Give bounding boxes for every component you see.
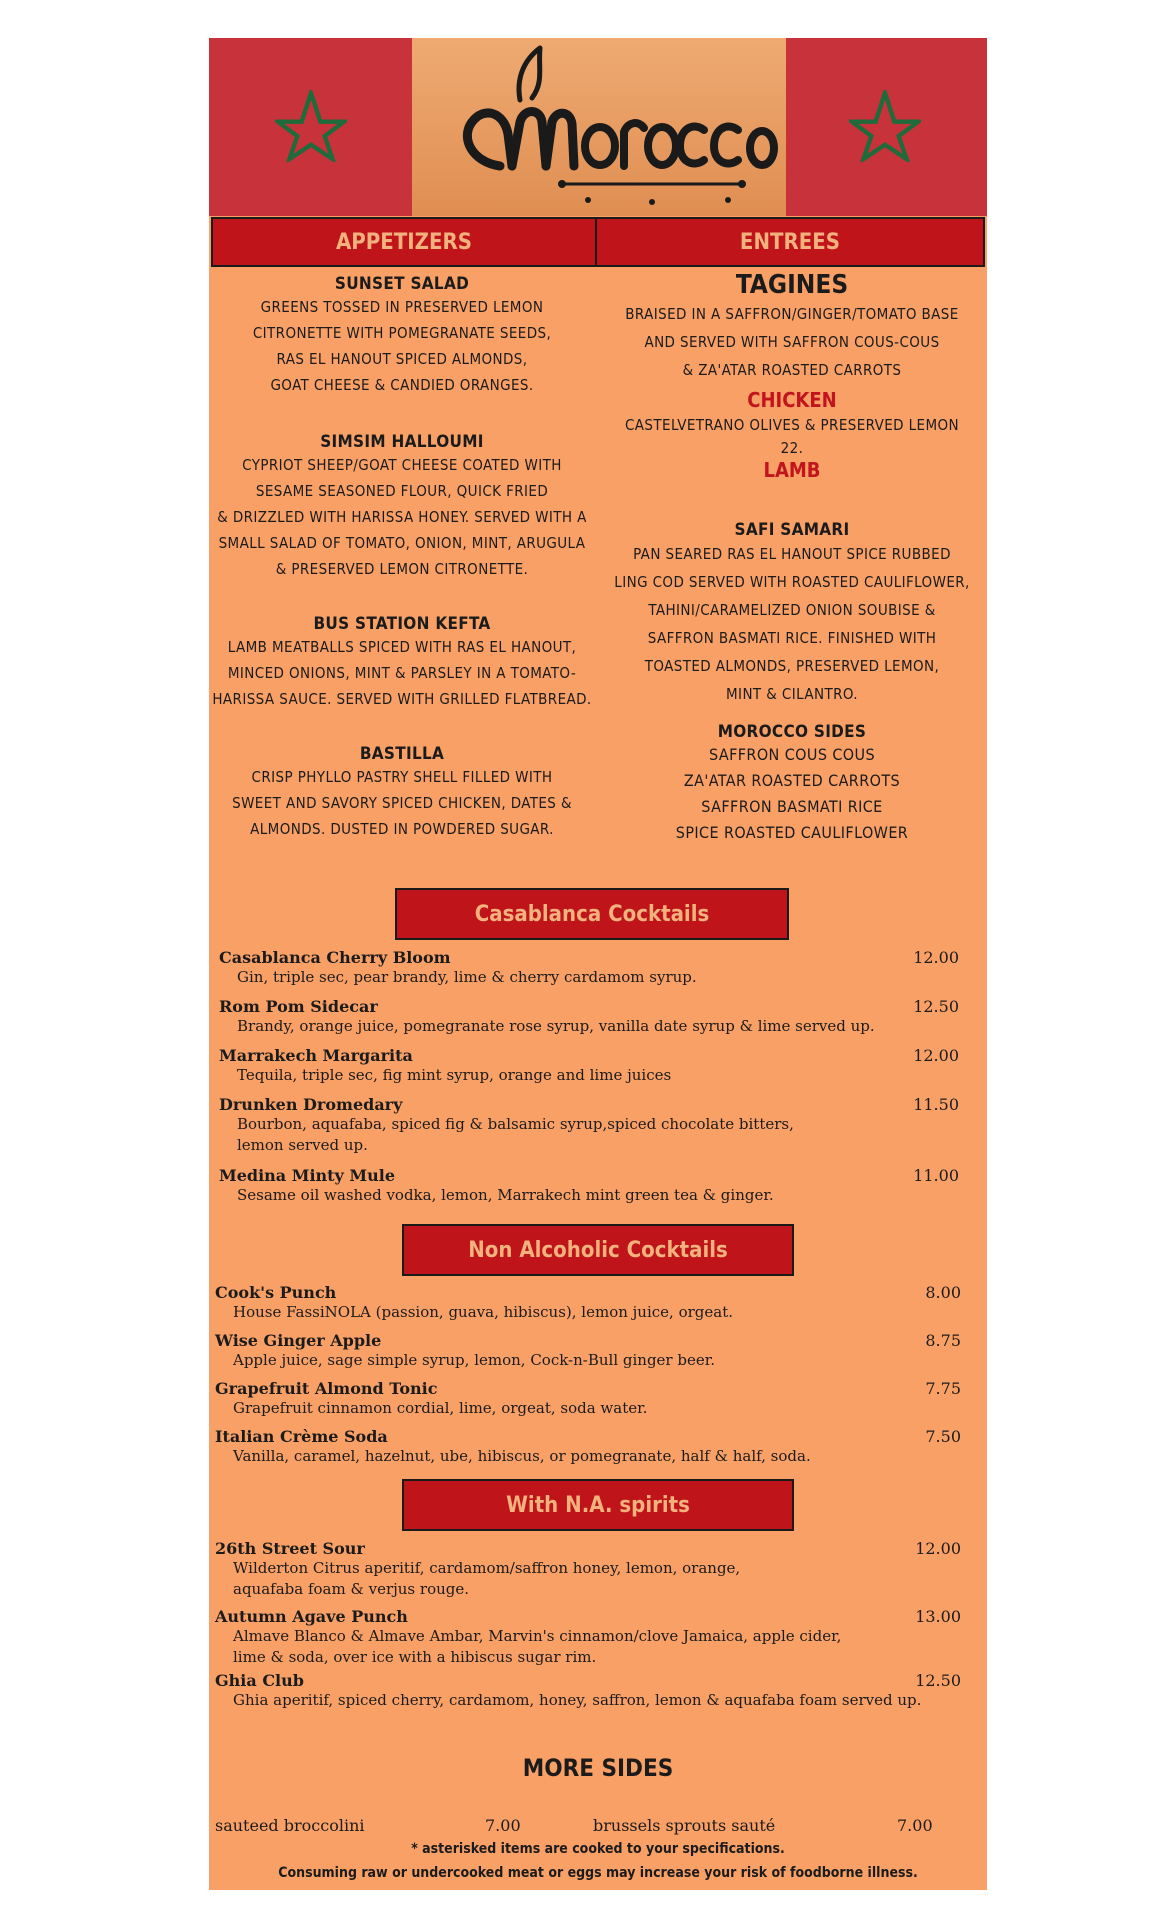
drink-price: 7.50 (925, 1427, 961, 1446)
drink-price: 8.00 (925, 1283, 961, 1302)
more-sides-heading: MORE SIDES (522, 1754, 674, 1782)
drink-desc: Grapefruit cinnamon cordial, lime, orgeat, soda water. (233, 1399, 648, 1417)
appetizer-desc-line: GOAT CHEESE & CANDIED ORANGES. (270, 376, 534, 394)
drink-price: 11.00 (913, 1166, 959, 1185)
drink-item (215, 1331, 961, 1379)
drink-desc: Brandy, orange juice, pomegranate rose syrup, vanilla date syrup & lime served up. (237, 1017, 875, 1035)
drink-price: 12.00 (913, 1046, 959, 1065)
more-side-price: 7.00 (897, 1816, 933, 1835)
appetizer-desc-line: SMALL SALAD OF TOMATO, ONION, MINT, ARUGULA (218, 534, 586, 552)
drink-item (219, 1046, 959, 1095)
header-banner (209, 38, 987, 216)
drink-price: 11.50 (913, 1095, 959, 1114)
appetizer-item (209, 614, 595, 712)
star-icon (275, 90, 347, 162)
drink-name: Italian Crème Soda (215, 1427, 388, 1446)
drink-name: Casablanca Cherry Bloom (219, 948, 451, 967)
drink-item (219, 997, 959, 1046)
drink-item (215, 1607, 961, 1671)
drink-desc: lime & soda, over ice with a hibiscus sugar rim. (233, 1648, 597, 1666)
drink-price: 12.00 (913, 948, 959, 967)
menu-page (209, 38, 987, 1890)
appetizer-desc-line: RAS EL HANOUT SPICED ALMONDS, (276, 350, 528, 368)
appetizers-column (209, 274, 595, 842)
appetizer-name: SUNSET SALAD (334, 274, 470, 294)
appetizer-desc-line: SWEET AND SAVORY SPICED CHICKEN, DATES & (232, 794, 572, 812)
logo-panel (412, 38, 786, 216)
entree-desc-line: TOASTED ALMONDS, PRESERVED LEMON, (644, 657, 940, 675)
drink-item (215, 1379, 961, 1427)
morocco-sides (597, 722, 987, 846)
drink-name: Wise Ginger Apple (215, 1331, 382, 1350)
appetizer-desc-line: GREENS TOSSED IN PRESERVED LEMON (260, 298, 544, 316)
drink-price: 12.00 (915, 1539, 961, 1558)
appetizer-item (209, 274, 595, 398)
drink-desc: Vanilla, caramel, hazelnut, ube, hibiscus, or pomegranate, half & half, soda. (233, 1447, 811, 1465)
chicken-desc: CASTELVETRANO OLIVES & PRESERVED LEMON (624, 416, 960, 434)
appetizer-name: BUS STATION KEFTA (313, 614, 491, 634)
entree-desc-line: SAFFRON BASMATI RICE. FINISHED WITH (647, 629, 937, 647)
drink-desc: Almave Blanco & Almave Ambar, Marvin's cinnamon/clove Jamaica, apple cider, (233, 1627, 842, 1645)
drink-desc: House FassiNOLA (passion, guava, hibiscus), lemon juice, orgeat. (233, 1303, 734, 1321)
drink-desc: lemon served up. (237, 1136, 368, 1154)
drink-name: Autumn Agave Punch (215, 1607, 408, 1626)
appetizer-name: SIMSIM HALLOUMI (320, 432, 484, 452)
entrees-heading: ENTREES (595, 217, 985, 267)
chicken-price: 22. (780, 439, 804, 457)
drink-name: Cook's Punch (215, 1283, 337, 1302)
drink-price: 7.75 (925, 1379, 961, 1398)
drink-name: Marrakech Margarita (219, 1046, 413, 1065)
more-side-price: 7.00 (485, 1816, 521, 1835)
drink-desc: aquafaba foam & verjus rouge. (233, 1580, 470, 1598)
entrees-column (597, 270, 987, 846)
drink-price: 8.75 (925, 1331, 961, 1350)
drink-name: Medina Minty Mule (219, 1166, 396, 1185)
appetizer-desc-line: & PRESERVED LEMON CITRONETTE. (275, 560, 529, 578)
side-item: SPICE ROASTED CAULIFLOWER (675, 823, 909, 842)
drink-price: 13.00 (915, 1607, 961, 1626)
drink-desc: Tequila, triple sec, fig mint syrup, orange and lime juices (237, 1066, 672, 1084)
appetizer-desc-line: HARISSA SAUCE. SERVED WITH GRILLED FLATBREAD. (212, 690, 592, 708)
more-side-name: sauteed broccolini (215, 1816, 365, 1835)
morocco-sides-title: MOROCCO SIDES (717, 722, 867, 742)
drink-desc: Bourbon, aquafaba, spiced fig & balsamic syrup,spiced chocolate bitters, (237, 1115, 794, 1133)
entree-desc-line: PAN SEARED RAS EL HANOUT SPICE RUBBED (633, 545, 951, 563)
entree-desc-line: LING COD SERVED WITH ROASTED CAULIFLOWER, (614, 573, 970, 591)
side-item: ZA'ATAR ROASTED CARROTS (683, 771, 901, 790)
non-alcoholic-heading: Non Alcoholic Cocktails (402, 1224, 794, 1276)
appetizer-name: BASTILLA (359, 744, 445, 764)
tagines-desc-line: & ZA'ATAR ROASTED CARROTS (682, 361, 902, 379)
na-spirits-heading: With N.A. spirits (402, 1479, 794, 1531)
drink-desc: Gin, triple sec, pear brandy, lime & cherry cardamom syrup. (237, 968, 697, 986)
drink-item (215, 1539, 961, 1607)
appetizer-desc-line: ALMONDS. DUSTED IN POWDERED SUGAR. (250, 820, 554, 838)
footer-note-2: Consuming raw or undercooked meat or eggs may increase your risk of foodborne illness. (278, 1865, 918, 1881)
side-item: SAFFRON COUS COUS (708, 745, 875, 764)
drink-name: Grapefruit Almond Tonic (215, 1379, 438, 1398)
tagines-desc-line: AND SERVED WITH SAFFRON COUS-COUS (644, 333, 940, 351)
entree-desc-line: TAHINI/CARAMELIZED ONION SOUBISE & (648, 601, 936, 619)
drink-price: 12.50 (913, 997, 959, 1016)
drink-item (219, 1095, 959, 1166)
drink-item (219, 1166, 959, 1215)
appetizer-desc-line: CYPRIOT SHEEP/GOAT CHEESE COATED WITH (242, 456, 562, 474)
drink-desc: Wilderton Citrus aperitif, cardamom/saffron honey, lemon, orange, (233, 1559, 741, 1577)
drink-item (219, 948, 959, 997)
morocco-logo (412, 38, 786, 216)
more-side-name: brussels sprouts sauté (593, 1816, 776, 1835)
drink-item (215, 1427, 961, 1475)
casablanca-list (209, 948, 987, 1215)
entree-desc-line: MINT & CILANTRO. (726, 685, 858, 703)
appetizer-desc-line: & DRIZZLED WITH HARISSA HONEY. SERVED WITH A (217, 508, 587, 526)
appetizer-item (209, 744, 595, 842)
drink-name: Ghia Club (215, 1671, 304, 1690)
tagines-title: TAGINES (735, 270, 849, 300)
non-alcoholic-list (209, 1283, 987, 1475)
drink-item (215, 1283, 961, 1331)
appetizer-desc-line: MINCED ONIONS, MINT & PARSLEY IN A TOMATO- (227, 664, 577, 682)
appetizers-heading: APPETIZERS (211, 217, 597, 267)
appetizer-desc-line: LAMB MEATBALLS SPICED WITH RAS EL HANOUT, (227, 638, 577, 656)
drink-item (215, 1671, 961, 1719)
drink-price: 12.50 (915, 1671, 961, 1690)
star-icon (849, 90, 921, 162)
side-item: SAFFRON BASMATI RICE (701, 797, 883, 816)
entree-item (597, 520, 987, 708)
footer-note-1: * asterisked items are cooked to your specifications. (411, 1841, 785, 1857)
chicken-label: CHICKEN (747, 388, 837, 412)
appetizer-desc-line: SESAME SEASONED FLOUR, QUICK FRIED (255, 482, 549, 500)
casablanca-heading: Casablanca Cocktails (395, 888, 789, 940)
drink-name: 26th Street Sour (215, 1539, 365, 1558)
drink-name: Rom Pom Sidecar (219, 997, 378, 1016)
tagines-desc-line: BRAISED IN A SAFFRON/GINGER/TOMATO BASE (625, 305, 959, 323)
lamb-label: LAMB (763, 458, 821, 482)
drink-desc: Apple juice, sage simple syrup, lemon, Cock-n-Bull ginger beer. (233, 1351, 716, 1369)
entree-name: SAFI SAMARI (734, 520, 850, 540)
appetizer-item (209, 432, 595, 582)
appetizer-desc-line: CITRONETTE WITH POMEGRANATE SEEDS, (252, 324, 552, 342)
appetizer-desc-line: CRISP PHYLLO PASTRY SHELL FILLED WITH (251, 768, 553, 786)
na-spirits-list (209, 1539, 987, 1719)
drink-name: Drunken Dromedary (219, 1095, 403, 1114)
drink-desc: Ghia aperitif, spiced cherry, cardamom, honey, saffron, lemon & aquafaba foam served up. (233, 1691, 922, 1709)
drink-desc: Sesame oil washed vodka, lemon, Marrakech mint green tea & ginger. (237, 1186, 774, 1204)
